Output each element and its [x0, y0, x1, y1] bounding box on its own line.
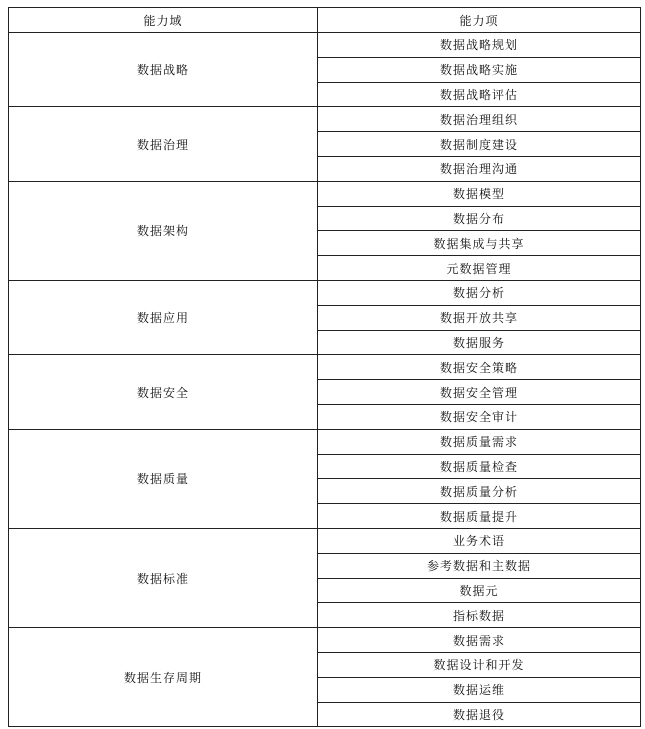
header-capability-item: 能力项 [318, 8, 641, 33]
capability-item-cell: 数据安全策略 [318, 355, 641, 380]
table-body [9, 33, 641, 727]
capability-item-cell: 数据战略实施 [318, 57, 641, 82]
capability-item-cell: 数据运维 [318, 677, 641, 702]
capability-item-cell: 指标数据 [318, 603, 641, 628]
capability-item-cell: 数据安全审计 [318, 404, 641, 429]
capability-item-cell: 元数据管理 [318, 256, 641, 281]
capability-domain-cell: 数据治理 [9, 107, 318, 181]
capability-item-cell: 数据服务 [318, 330, 641, 355]
table-row [9, 280, 641, 305]
capability-domain-cell: 数据战略 [9, 33, 318, 107]
table-row [9, 181, 641, 206]
capability-item-cell: 参考数据和主数据 [318, 553, 641, 578]
capability-domain-cell: 数据应用 [9, 280, 318, 354]
table-row [9, 33, 641, 58]
capability-domain-cell: 数据生存周期 [9, 628, 318, 727]
capability-item-cell: 数据分布 [318, 206, 641, 231]
header-capability-domain: 能力域 [9, 8, 318, 33]
capability-item-cell: 数据分析 [318, 280, 641, 305]
capability-item-cell: 数据战略规划 [318, 33, 641, 58]
capability-item-cell: 数据安全管理 [318, 380, 641, 405]
capability-item-cell: 数据质量需求 [318, 429, 641, 454]
capability-item-cell: 数据元 [318, 578, 641, 603]
capability-item-cell: 数据开放共享 [318, 305, 641, 330]
capability-domain-cell: 数据标准 [9, 528, 318, 627]
table-row [9, 429, 641, 454]
capability-item-cell: 数据集成与共享 [318, 231, 641, 256]
capability-domain-cell: 数据架构 [9, 181, 318, 280]
capability-item-cell: 数据模型 [318, 181, 641, 206]
capability-item-cell: 数据战略评估 [318, 82, 641, 107]
table-row [9, 107, 641, 132]
capability-item-cell: 数据治理组织 [318, 107, 641, 132]
capability-item-cell: 数据制度建设 [318, 132, 641, 157]
table-header-row [9, 8, 641, 33]
capability-item-cell: 数据设计和开发 [318, 652, 641, 677]
capability-item-cell: 数据质量分析 [318, 479, 641, 504]
capability-item-cell: 数据质量检查 [318, 454, 641, 479]
table-row [9, 628, 641, 653]
capability-item-cell: 业务术语 [318, 528, 641, 553]
table-row [9, 355, 641, 380]
capability-table [8, 7, 641, 727]
capability-item-cell: 数据治理沟通 [318, 156, 641, 181]
capability-item-cell: 数据退役 [318, 702, 641, 727]
capability-domain-cell: 数据质量 [9, 429, 318, 528]
capability-domain-cell: 数据安全 [9, 355, 318, 429]
table-row [9, 528, 641, 553]
capability-item-cell: 数据需求 [318, 628, 641, 653]
capability-item-cell: 数据质量提升 [318, 504, 641, 529]
